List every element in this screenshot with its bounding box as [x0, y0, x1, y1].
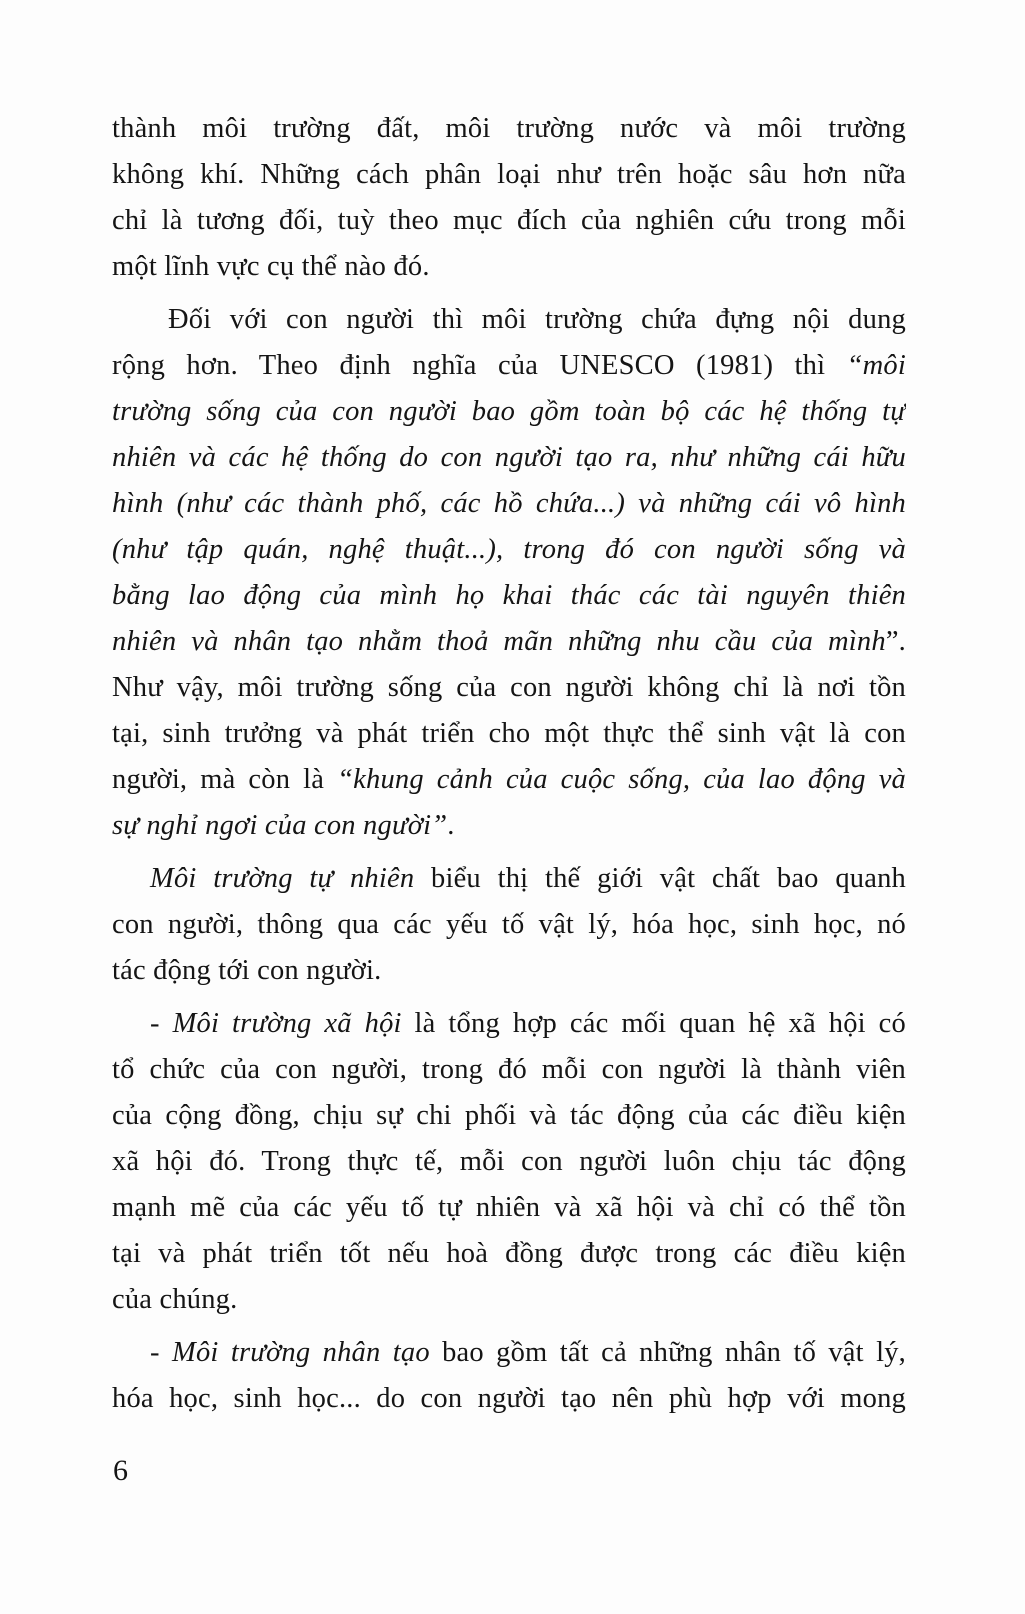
text-run: tại, sinh trưởng và phát triển cho một thực thể sinh vật là con — [112, 718, 906, 749]
text-run: chỉ là tương đối, tuỳ theo mục đích của nghiên cứu trong mỗi — [112, 205, 906, 236]
text-line — [112, 1185, 906, 1231]
text-line — [112, 902, 906, 948]
italic-text-run: Môi trường nhân tạo — [172, 1337, 430, 1368]
text-run: của chúng. — [112, 1284, 238, 1315]
paragraph — [112, 1330, 906, 1422]
text-line — [112, 297, 906, 343]
italic-text-run: nhiên và các hệ thống do con người tạo ra, như những cái hữu — [112, 442, 906, 473]
italic-text-run: Môi trường tự nhiên — [150, 863, 415, 894]
text-line — [112, 1330, 906, 1376]
text-line — [112, 527, 906, 573]
text-run: rộng hơn. Theo định nghĩa của UNESCO (1981) thì — [112, 350, 847, 381]
paragraph — [112, 297, 906, 849]
text-run: người, mà còn là — [112, 764, 338, 795]
text-line — [112, 198, 906, 244]
italic-text-run: bằng lao động của mình họ khai thác các tài nguyên thiên — [112, 580, 906, 611]
text-run: hóa học, sinh học... do con người tạo nên phù hợp với mong — [112, 1383, 906, 1414]
page-text — [112, 106, 906, 1429]
italic-text-run: sự nghỉ ngơi của con người” — [112, 810, 448, 841]
italic-text-run: hình (như các thành phố, các hồ chứa...) và những cái vô hình — [112, 488, 906, 519]
text-line — [112, 803, 906, 849]
text-line — [112, 665, 906, 711]
text-run: ”. — [885, 626, 906, 657]
text-run: không khí. Những cách phân loại như trên hoặc sâu hơn nữa — [112, 159, 906, 190]
text-run: - — [150, 1337, 173, 1368]
text-run: của cộng đồng, chịu sự chi phối và tác động của các điều kiện — [112, 1100, 906, 1131]
text-line — [112, 1231, 906, 1277]
text-run: Như vậy, môi trường sống của con người không chỉ là nơi tồn — [112, 672, 906, 703]
text-run: Đối với con người thì môi trường chứa đựng nội dung — [168, 304, 906, 335]
text-run: tổ chức của con người, trong đó mỗi con người là thành viên — [112, 1054, 906, 1085]
paragraph — [112, 856, 906, 994]
italic-text-run: Môi trường xã hội — [172, 1008, 402, 1039]
text-run: là tổng hợp các mối quan hệ xã hội có — [401, 1008, 906, 1039]
text-line — [112, 1047, 906, 1093]
text-line — [112, 619, 906, 665]
text-line — [112, 757, 906, 803]
text-run: biểu thị thế giới vật chất bao quanh — [414, 863, 906, 894]
text-line — [112, 948, 906, 994]
text-line — [112, 1001, 906, 1047]
text-line — [112, 711, 906, 757]
text-run: tác động tới con người. — [112, 955, 382, 986]
italic-text-run: (như tập quán, nghệ thuật...), trong đó con người sống và — [112, 534, 906, 565]
page-number: 6 — [113, 1454, 128, 1487]
paragraph — [112, 106, 906, 290]
italic-text-run: “khung cảnh của cuộc sống, của lao động và — [337, 764, 906, 795]
text-run: một lĩnh vực cụ thể nào đó. — [112, 251, 430, 282]
text-line — [112, 1139, 906, 1185]
text-line — [112, 1277, 906, 1323]
text-run: thành môi trường đất, môi trường nước và môi trường — [112, 113, 906, 144]
text-run: xã hội đó. Trong thực tế, mỗi con người luôn chịu tác động — [112, 1146, 906, 1177]
text-run: - — [150, 1008, 173, 1039]
text-line — [112, 106, 906, 152]
text-line — [112, 389, 906, 435]
text-line — [112, 1093, 906, 1139]
text-line — [112, 244, 906, 290]
text-line — [112, 152, 906, 198]
text-run: mạnh mẽ của các yếu tố tự nhiên và xã hội và chỉ có thể tồn — [112, 1192, 906, 1223]
paragraph — [112, 1001, 906, 1323]
italic-text-run: “môi — [846, 350, 906, 381]
text-line — [112, 856, 906, 902]
italic-text-run: trường sống của con người bao gồm toàn bộ các hệ thống tự — [112, 396, 906, 427]
text-run: bao gồm tất cả những nhân tố vật lý, — [429, 1337, 906, 1368]
text-line — [112, 573, 906, 619]
text-line — [112, 481, 906, 527]
text-line — [112, 343, 906, 389]
text-run: tại và phát triển tốt nếu hoà đồng được trong các điều kiện — [112, 1238, 906, 1269]
text-run: . — [447, 810, 455, 841]
italic-text-run: nhiên và nhân tạo nhằm thoả mãn những nhu cầu của mình — [112, 626, 886, 657]
text-run: con người, thông qua các yếu tố vật lý, hóa học, sinh học, nó — [112, 909, 906, 940]
text-line — [112, 435, 906, 481]
text-line — [112, 1376, 906, 1422]
